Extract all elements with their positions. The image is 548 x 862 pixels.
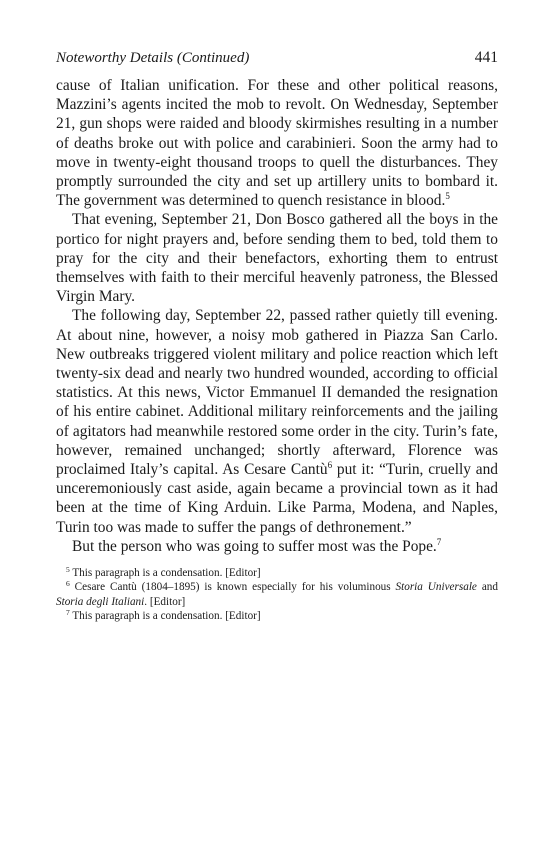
running-head <box>56 48 498 68</box>
footnote-ref-6: 6 <box>327 460 333 471</box>
body-text <box>56 76 498 556</box>
footnote-6-marker: 6 <box>66 579 70 589</box>
paragraph-4-text: But the person who was going to suffer most was the Pope. <box>72 537 437 555</box>
paragraph-1 <box>56 76 498 210</box>
paragraph-3-text-before: The following day, September 22, passed rather quietly till evening. At about nine, however, a noisy mob gathered in Piazza San Carlo. New outbreaks triggered violent military and police reaction which left twenty-six dead and nearly two hundred wounded, according to official statistics. At this news, Victor Emmanuel II demanded the resignation of his entire cabinet. Additional military reinforcements and the jailing of agitators had meanwhile restored some order in the city. Turin’s fate, however, remained unchanged; shortly afterward, Florence was proclaimed Italy’s capital. As Cesare Cantù <box>56 307 498 479</box>
footnote-ref-7: 7 <box>436 536 442 547</box>
footnote-6 <box>56 580 498 609</box>
footnote-7 <box>56 609 498 623</box>
footnote-5 <box>56 566 498 580</box>
footnote-ref-5: 5 <box>445 191 450 202</box>
paragraph-2-text: That evening, September 21, Don Bosco gathered all the boys in the portico for night prayers and, before sending them to bed, told them to pray for the city and their benefactors, exhorting them to entrust themselves with faith to their merciful heavenly patroness, the Blessed Virgin Mary. <box>56 211 498 306</box>
book-page <box>56 48 498 624</box>
running-title: Noteworthy Details (Continued) <box>56 50 250 66</box>
footnote-6-title-b: Storia degli Italiani <box>56 595 145 608</box>
paragraph-3 <box>56 306 498 536</box>
footnote-6-text-a: Cesare Cantù (1804–1895) is known especially for his voluminous <box>69 581 396 594</box>
page-number: 441 <box>474 49 498 66</box>
footnote-5-marker: 5 <box>66 565 70 575</box>
paragraph-3-text-after: put it: “Turin, cruelly and unceremoniously cast aside, again became a provincial town as it had been at the time of King Arduin. Like Parma, Modena, and Naples, Turin too was made to suffer the pangs of dethronement.” <box>56 461 498 536</box>
footnote-7-marker: 7 <box>66 608 70 618</box>
paragraph-2 <box>56 210 498 306</box>
paragraph-1-text: cause of Italian unification. For these and other political reasons, Mazzini’s agents incited the mob to revolt. On Wednesday, September 21, gun shops were raided and bloody skirmishes resulting in a number of deaths broke out with police and carabinieri. Soon the army had to move in twenty-eight thousand troops to quell the disturbances. They promptly surrounded the city and set up artillery units to bombard it. The government was determined to quench resistance in blood. <box>56 77 498 210</box>
footnotes <box>56 566 498 624</box>
footnote-6-title-a: Storia Universale <box>395 581 477 594</box>
footnote-6-text-b: and <box>476 581 498 594</box>
footnote-6-text-c: . [Editor] <box>144 595 186 608</box>
footnote-7-text: This paragraph is a condensation. [Editor] <box>69 610 261 623</box>
footnote-5-text: This paragraph is a condensation. [Editor] <box>69 567 261 580</box>
paragraph-4 <box>56 537 498 556</box>
